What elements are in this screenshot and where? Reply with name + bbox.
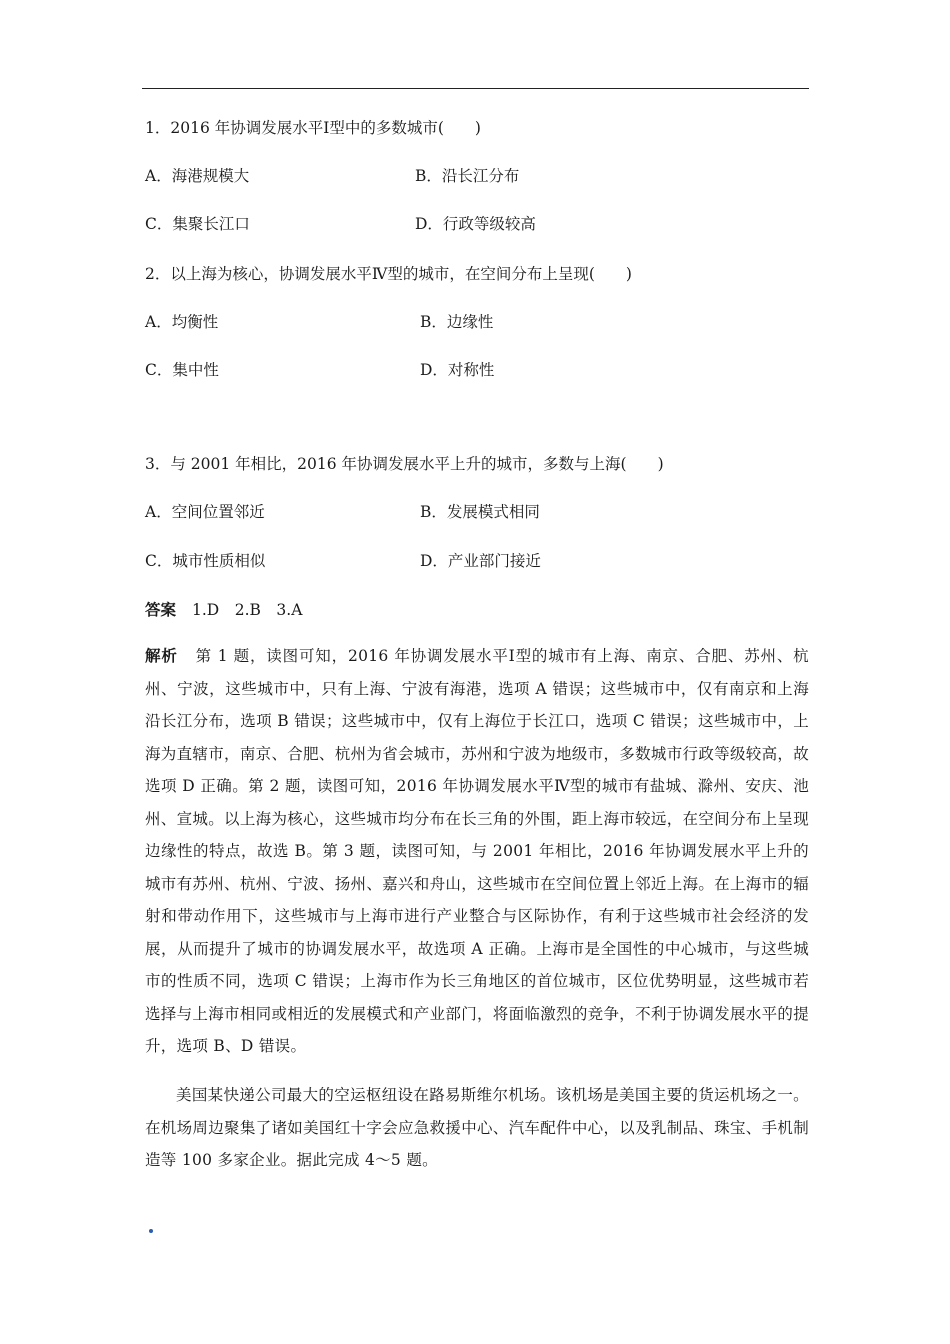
passage-paragraph: [145, 1079, 809, 1177]
question-3-stem: 3．与 2001 年相比，2016 年协调发展水平上升的城市，多数与上海( ): [145, 455, 664, 473]
question-1-option-a: A．海港规模大: [145, 167, 250, 185]
answer-text: 1.D 2.B 3.A: [192, 601, 303, 619]
question-2-option-a: A．均衡性: [145, 313, 219, 331]
question-1-option-d: D．行政等级较高: [415, 215, 536, 233]
analysis-text: 第 1 题，读图可知，2016 年协调发展水平Ⅰ型的城市有上海、南京、合肥、苏州、杭州、宁波，这些城市中，只有上海、宁波有海港，选项 A 错误；这些城市中，仅有南京和上海沿长江分布，选项 B 错误；这些城市中，仅有上海位于长江口，选项 C 错误；这些城市中，上海为直辖市，南京、合肥、杭州为省会城市，苏州和宁波为地级市，多数城市行政等级较高，故选项 D 正确。第 2 题，读图可知，2016 年协调发展水平Ⅳ型的城市有盐城、滁州、安庆、池州、宣城。以上海为核心，这些城市均分布在长三角的外围，距上海市较远，在空间分布上呈现边缘性的特点，故选 B。第 3 题，读图可知，与 2001 年相比，2016 年协调发展水平上升的城市有苏州、杭州、宁波、扬州、嘉兴和舟山，这些城市在空间位置上邻近上海。在上海市的辐射和带动作用下，这些城市与上海市进行产业整合与区际协作，有利于这些城市社会经济的发展，从而提升了城市的协调发展水平，故选项 A 正确。上海市是全国性的中心城市，与这些城市的性质不同，选项 C 错误；上海市作为长三角地区的首位城市，区位优势明显，这些城市若选择与上海市相同或相近的发展模式和产业部门，将面临激烈的竞争，不利于协调发展水平的提升，选项 B、D 错误。: [145, 647, 809, 1055]
answer-label: 答案: [145, 600, 177, 619]
question-1-option-c: C．集聚长江口: [145, 215, 250, 233]
question-2-stem: 2．以上海为核心，协调发展水平Ⅳ型的城市，在空间分布上呈现( ): [145, 265, 632, 283]
question-3-option-b: B．发展模式相同: [420, 503, 540, 521]
question-2-option-d: D．对称性: [420, 361, 495, 379]
question-3-option-a: A．空间位置邻近: [145, 503, 265, 521]
question-3-option-d: D．产业部门接近: [420, 552, 541, 570]
analysis-label: 解析: [145, 646, 178, 665]
analysis-paragraph: [145, 640, 809, 1063]
question-3-option-c: C．城市性质相似: [145, 552, 266, 570]
question-2-option-c: C．集中性: [145, 361, 219, 379]
question-2-option-b: B．边缘性: [420, 313, 494, 331]
header-rule: [142, 88, 809, 89]
question-1-option-b: B．沿长江分布: [415, 167, 520, 185]
passage-text: 美国某快递公司最大的空运枢纽设在路易斯维尔机场。该机场是美国主要的货运机场之一。在机场周边聚集了诸如美国红十字会应急救援中心、汽车配件中心，以及乳制品、珠宝、手机制造等 100 多家企业。据此完成 4～5 题。: [145, 1086, 809, 1169]
bullet-dot: [149, 1229, 153, 1233]
answer-line: [145, 598, 302, 620]
question-1-stem: 1．2016 年协调发展水平Ⅰ型中的多数城市( ): [145, 119, 481, 137]
